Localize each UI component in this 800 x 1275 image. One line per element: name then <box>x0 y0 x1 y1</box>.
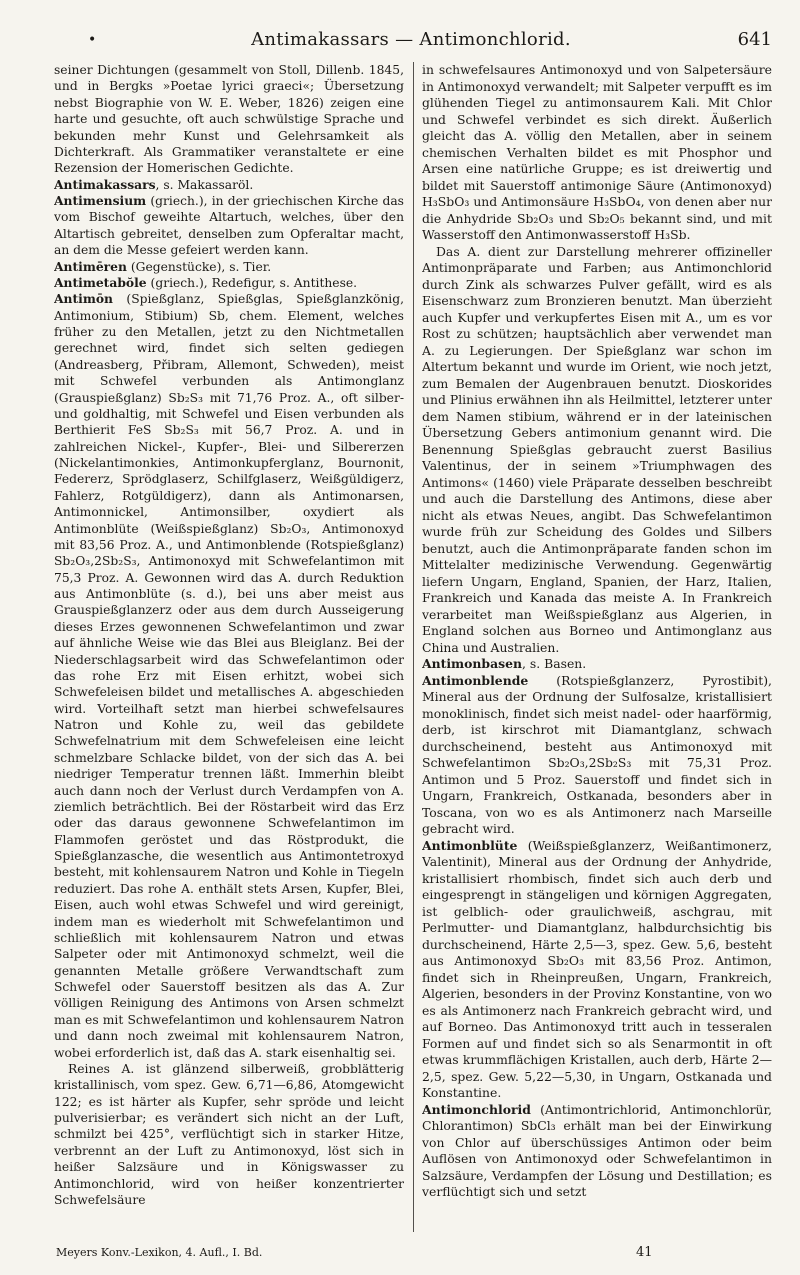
entry-text: (Rotspießglanzerz, Pyrostibit), Mineral aus der Ordnung der Sulfosalze, kristallisiert monoklinisch, findet sich meist nadel- oder haarförmig, derb, ist kirschrot mit Diamantglanz, schwach durchscheinend, besteht aus Antimonoxyd mit Schwefelantimon Sb₂O₃,2Sb₂S₃ mit 75,31 Proz. Antimon und 5 Proz. Sauerstoff und findet sich in Ungarn, Frankreich, Ostkanada, besonders aber in Toscana, von wo es als Antimonerz nach Marseille gebracht wird. <box>422 672 772 836</box>
entry-headword: Antimonblende <box>422 672 529 688</box>
entry-headword: Antimonchlorid <box>422 1101 531 1117</box>
entry-headword: Antimonbasen <box>422 656 522 671</box>
paragraph: Reines A. ist glänzend silberweiß, grobblätterig kristallinisch, vom spez. Gew. 6,71—6,86, Atomgewicht 122; es ist härter als Kupfer, sehr spröde und leicht pulverisierbar; es verändert sich nicht an der Luft, schmilzt bei 425°, verflüchtigt sich in starker Hitze, verbrennt an der Luft zu Antimonoxyd, löst sich in heißer Salzsäure und in Königswasser zu Antimonchlorid, wird von heißer konzentrierter Schwefelsäure <box>54 1061 404 1207</box>
lexicon-entry <box>422 656 772 673</box>
entry-text: (griech.), in der griechischen Kirche das vom Bischof geweihte Altartuch, welches, über den Altartisch gebreitet, denselben zum Opferaltar macht, an dem die Messe gefeiert werden kann. <box>54 194 404 258</box>
entry-headword: Antimēren <box>54 258 127 274</box>
entry-text: (Gegenstücke), s. Tier. <box>126 259 272 274</box>
footer-imprint: Meyers Konv.-Lexikon, 4. Aufl., I. Bd. <box>56 1246 263 1259</box>
entry-text: (griech.), Redefigur, s. Antithese. <box>146 275 358 290</box>
lexicon-entry <box>54 259 404 275</box>
signature-mark: 41 <box>636 1245 653 1260</box>
entry-headword: Antimetabŏle <box>54 274 147 290</box>
continued-paragraph: in schwefelsaures Antimonoxyd und von Salpetersäure in Antimonoxyd verwandelt; mit Salpeter verpufft es im glühenden Tiegel zu antimonsaurem Kali. Mit Chlor und Schwefel verbindet es sich direkt. Äußerlich gleicht das A. völlig den Metallen, aber in seinem chemischen Verhalten bildet es mit Phosphor und Arsen eine natürliche Gruppe; es ist dreiwertig und bildet mit Sauerstoff antimonige Säure (Antimonoxyd) H₃SbO₃ und Antimonsäure H₃SbO₄, von denen aber nur die Anhydride Sb₂O₃ und Sb₂O₅ bekannt sind, und mit Wasserstoff den Antimonwasserstoff H₃Sb. <box>422 62 772 242</box>
entry-text: (Weißspießglanzerz, Weißantimonerz, Valentinit), Mineral aus der Ordnung der Anhydride, kristallisiert rhombisch, findet sich auch derb und eingesprengt in stängeligen und körnigen Aggregaten, ist gelblich- oder graulichweiß, aschgrau, mit Perlmutter- und Diamantglanz, halbdurchsichtig bis durchscheinend, Härte 2,5—3, spez. Gew. 5,6, besteht aus Antimonoxyd Sb₂O₃ mit 83,56 Proz. Antimon, findet sich in Rheinpreußen, Ungarn, Frankreich, Algerien, besonders in der Provinz Konstantine, von wo es als Antimonerz nach Frankreich gebracht wird, und auf Borneo. Das Antimonoxyd tritt auch in tesseralen Formen auf und findet sich so als Senarmontit in oft etwas krummflächigen Kristallen, auch derb, Härte 2—2,5, spez. Gew. 5,22—5,30, in Ungarn, Ostkanada und Konstantine. <box>422 837 772 1100</box>
entry-text: , s. Basen. <box>522 656 587 671</box>
continued-paragraph: seiner Dichtungen (gesammelt von Stoll, Dillenb. 1845, und in Bergks »Poetae lyrici graeci«; Übersetzung nebst Biographie von W. E. Weber, 1826) zeigen eine harte und gesuchte, oft auch schwülstige Sprache und bekunden mehr Kunst und Gelehrsamkeit als Dichterkraft. Als Grammatiker veranstaltete er eine Rezension der Homerischen Gedichte. <box>54 63 404 176</box>
header-dot: • <box>88 32 97 48</box>
entry-text: (Antimontrichlorid, Antimonchlorür, Chlorantimon) SbCl₃ erhält man bei der Einwirkung von Chlor auf überschüssiges Antimon oder beim Auflösen von Antimonoxyd oder Schwefelantimon in Salzsäure, Verdampfen der Lösung und Destillation; es verflüchtigt sich und setzt <box>422 1101 772 1199</box>
running-header <box>50 26 772 54</box>
right-column <box>422 62 772 1232</box>
text-columns <box>54 62 772 1232</box>
entry-text: (Spießglanz, Spießglas, Spießglanzkönig, Antimonium, Stibium) Sb, chem. Element, welches früher zu den Metallen, jetzt zu den Nichtmetallen gerechnet wird, findet sich selten gediegen (Andreasberg, Přibram, Allemont, Schweden), meist mit Schwefel verbunden als Antimonglanz (Grauspießglanz) Sb₂S₃ mit 71,76 Proz. A., oft silber- und goldhaltig, mit Schwefel und Eisen verbunden als Berthierit FeS Sb₂S₃ mit 56,7 Proz. A. und in zahlreichen Nickel-, Kupfer-, Blei- und Silbererzen (Nickelantimonkies, Antimonkupferglanz, Bournonit, Federerz, Sprödglaserz, Schilfglaserz, Weißgüldigerz, Fahlerz, Rotgüldigerz), dann als Antimonarsen, Antimonnickel, Antimonsilber, oxydiert als Antimonblüte (Weißspießglanz) Sb₂O₃, Antimonoxyd mit 83,56 Proz. A., und Antimonblende (Rotspießglanz) Sb₂O₃,2Sb₂S₃, Antimonoxyd mit Schwefelantimon mit 75,3 Proz. A. Gewonnen wird das A. durch Reduktion aus Antimonblüte (s. d.), bei uns aber meist aus Grauspießglanzerz oder aus dem durch Ausseigerung dieses Erzes gewonnenen Schwefelantimon und zwar auf ähnliche Weise wie das Blei aus Bleiglanz. Bei der Niederschlagsarbeit wird das Schwefelantimon oder das rohe Erz mit Eisen erhitzt, wobei sich Schwefeleisen bildet und metallisches A. abgeschieden wird. Vorteilhaft setzt man hierbei schwefelsaures Natron und Kohle zu, weil das gebildete Schwefelnatrium mit dem Schwefeleisen eine leicht schmelzbare Schlacke bildet, von der sich das A. bei niedriger Temperatur trennen läßt. Immerhin bleibt auch dann noch der Verlust durch Verdampfen von A. ziemlich beträchtlich. Bei der Röstarbeit wird das Erz oder das daraus gewonnene Schwefelantimon im Flammofen geröstet und das Röstprodukt, die Spießglanzasche, die wesentlich aus Antimontetroxyd besteht, mit kohlensaurem Natron und Kohle in Tiegeln reduziert. Das rohe A. enthält stets Arsen, Kupfer, Blei, Eisen, auch wohl etwas Schwefel und wird gereinigt, indem man es wiederholt mit Schwefelantimon und schließlich mit kohlensaurem Natron und etwas Salpeter oder mit Antimonoxyd schmelzt, weil die genannten Metalle größere Verwandtschaft zum Schwefel oder Sauerstoff besitzen als das A. Zur völligen Reinigung des Antimons von Arsen schmelzt man es mit Schwefelantimon und kohlensaurem Natron und dann noch zweimal mit kohlensaurem Natron, wobei erforderlich ist, daß das A. stark eisenhaltig sei. <box>54 292 404 1060</box>
entry-headword: Antimonblüte <box>422 837 518 853</box>
page-footer <box>56 1244 772 1262</box>
lexicon-entry <box>54 275 404 291</box>
column-divider <box>413 62 414 1232</box>
entry-headword: Antimensium <box>54 193 147 208</box>
running-title: Antimakassars — Antimonchlorid. <box>251 29 571 50</box>
lexicon-entry <box>422 1102 772 1201</box>
entry-headword: Antimakassars <box>54 176 156 192</box>
lexicon-entry <box>422 838 772 1102</box>
page-number: 641 <box>737 29 772 50</box>
lexicon-entry <box>54 193 404 259</box>
entry-text: , s. Makassaröl. <box>155 177 254 192</box>
entry-headword: Antimōn <box>54 291 113 307</box>
left-column <box>54 62 404 1232</box>
lexicon-entry <box>54 177 404 193</box>
paragraph: Das A. dient zur Darstellung mehrerer offizineller Antimonpräparate und Farben; aus Antimonchlorid durch Zink als schwarzes Pulver gefällt, wird es als Eisenschwarz zum Bronzieren benutzt. Man überzieht auch Kupfer und verkupfertes Eisen mit A., um es vor Rost zu schützen; hauptsächlich aber verwendet man A. zu Legierungen. Der Spießglanz war schon im Altertum bekannt und wurde im Orient, wie noch jetzt, zum Bemalen der Augenbrauen benutzt. Dioskorides und Plinius erwähnen ihn als Heilmittel, letzterer unter dem Namen stibium, während er in der lateinischen Übersetzung Gebers antimonium genannt wird. Die Benennung Spießglas gebraucht zuerst Basilius Valentinus, der in seinem »Triumphwagen des Antimons« (1460) viele Präparate desselben beschreibt und auch die Darstellung des Antimons, diese aber nicht als etwas Neues, angibt. Das Schwefelantimon wurde früh zur Scheidung des Goldes und Silbers benutzt, auch die Antimonpräparate fanden schon im Mittelalter medizinische Verwendung. Gegenwärtig liefern Ungarn, England, Spanien, der Harz, Italien, Frankreich und Kanada das meiste A. In Frankreich verarbeitet man Weißspießglanz aus Algerien, in England solchen aus Borneo und Antimonglanz aus China und Australien. <box>422 243 772 655</box>
lexicon-entry <box>422 673 772 838</box>
lexicon-entry <box>54 291 404 1061</box>
